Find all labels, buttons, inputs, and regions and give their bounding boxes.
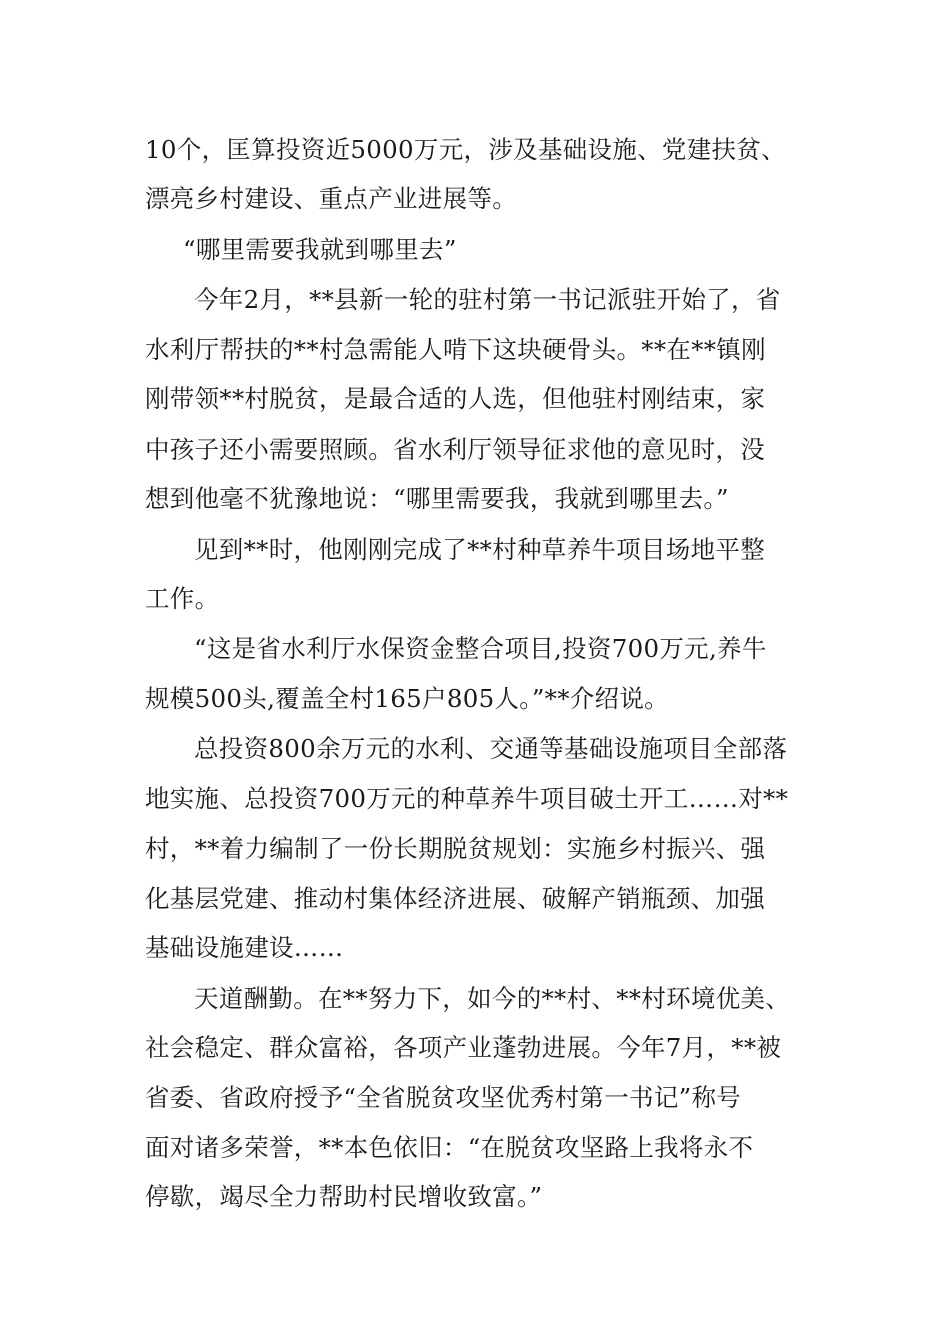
- text-line: 基础设施建设……: [145, 933, 344, 962]
- text-line: 水利厅帮扶的**村急需能人啃下这块硬骨头。**在**镇刚: [145, 335, 766, 364]
- text-line: 社会稳定、群众富裕，各项产业蓬勃进展。今年7月，**被: [145, 1033, 782, 1062]
- text-line: 地实施、总投资700万元的种草养牛项目破土开工……对**: [145, 784, 789, 813]
- text-line: 想到他毫不犹豫地说：“哪里需要我，我就到哪里去。”: [145, 484, 729, 513]
- text-line: 刚带领**村脱贫，是最合适的人选，但他驻村刚结束，家: [145, 384, 766, 413]
- text-line: 漂亮乡村建设、重点产业进展等。: [145, 184, 517, 213]
- text-line: 村，**着力编制了一份长期脱贫规划：实施乡村振兴、强: [145, 834, 766, 863]
- text-line: 工作。: [145, 584, 220, 613]
- text-line: 天道酬勤。在**努力下，如今的**村、**村环境优美、: [194, 984, 791, 1013]
- text-line: 总投资800余万元的水利、交通等基础设施项目全部落: [194, 734, 788, 763]
- text-line: 停歇，竭尽全力帮助村民增收致富。”: [145, 1182, 543, 1211]
- text-line: 化基层党建、推动村集体经济进展、破解产销瓶颈、加强: [145, 884, 765, 913]
- text-line: 中孩子还小需要照顾。省水利厅领导征求他的意见时，没: [145, 435, 765, 464]
- text-line: 10个，匡算投资近5000万元，涉及基础设施、党建扶贫、: [145, 135, 786, 164]
- text-line: 规模500头,覆盖全村165户805人。”**介绍说。: [145, 684, 669, 713]
- text-line: 省委、省政府授予“全省脱贫攻坚优秀村第一书记”称号: [145, 1083, 742, 1112]
- text-line: “这是省水利厅水保资金整合项目,投资700万元,养牛: [194, 634, 767, 663]
- text-line: 面对诸多荣誉，**本色依旧：“在脱贫攻坚路上我将永不: [145, 1133, 754, 1162]
- text-line: 今年2月，**县新一轮的驻村第一书记派驻开始了，省: [194, 285, 781, 314]
- text-line: 见到**时，他刚刚完成了**村种草养牛项目场地平整: [194, 535, 765, 564]
- section-heading: “哪里需要我就到哪里去”: [183, 235, 457, 264]
